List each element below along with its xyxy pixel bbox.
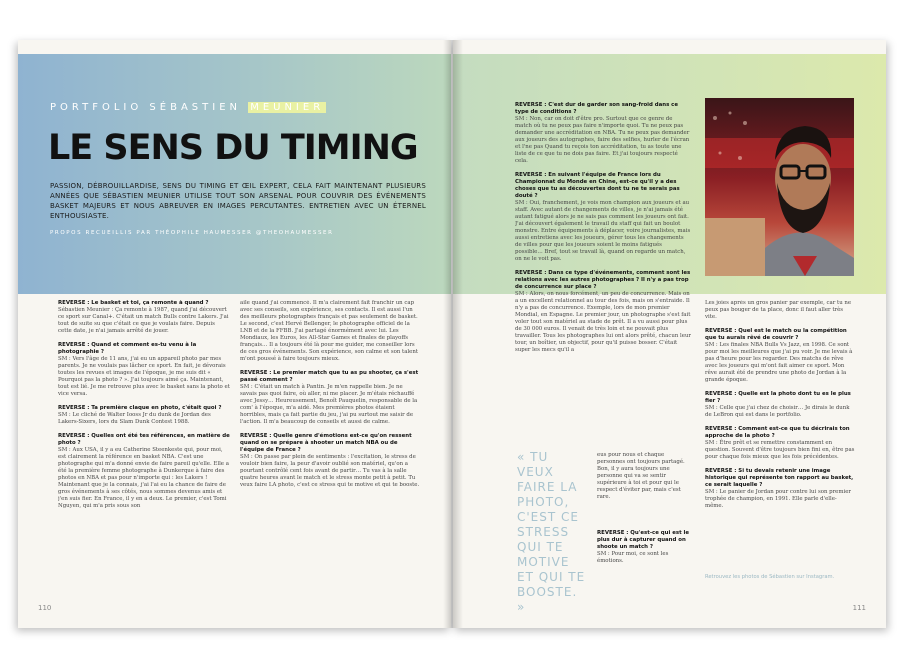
question: REVERSE : Quelle est la photo dont tu es le plus fier ? xyxy=(705,391,851,404)
kicker-highlight: MEUNIER xyxy=(250,102,325,113)
answer: aile quand j'ai commencé. Il m'a clairement fait franchir un cap avec ses conseils, son expérience, ses contacts. Il est aussi l'un des meilleurs photographes français et pas seulement de basket. Le second, c'est Hervé Bellenger, le photographe officiel de la LNB et de la FFBB. J'ai partagé énormément avec lui. Les Mondiaux, les Euros, les All-Star Games et finales de playoffs français… Il a toujours été là pour me guider, me conseiller lors de ces gros événements. Son expérience, son calme et son talent m'ont poussé à faire toujours mieux. xyxy=(240,300,418,362)
question: REVERSE : Ta première claque en photo, c'était quoi ? xyxy=(58,405,222,411)
page-title: LE SENS DU TIMING xyxy=(48,128,418,168)
magazine-spread xyxy=(18,40,886,630)
answer: SM : Non, car on doit d'être pro. Surtout que ce genre de match où tu ne peux pas faire n'importe quoi. Tu ne peux pas demander une accréditation en NBA. Tu ne peux pas demander aux joueurs des autographes, faire des selfies, hurler de l'écran et l'ne pas Quand tu reçois ton accréditation, tu as toute une liste de ce que tu ne dois pas faire. Et j'ai toujours respecté cela. xyxy=(515,116,690,164)
answer: SM : Être prêt et se remettre constamment en question. Souvent d'être toujours bien fini en, être pas pour chaque fois mieux que les fois précédentes. xyxy=(705,440,855,460)
left-page xyxy=(18,40,451,628)
question: REVERSE : Quel est le match ou la compétition que tu aurais rêvé de couvrir ? xyxy=(705,328,847,341)
qa-paragraph xyxy=(515,270,691,354)
answer: SM : C'était un match à Pantin. Je m'en rappelle bien. Je ne savais pas quoi faire, où aller, ni me placer. Je m'étais réchauffé avec Jessy… Heureusement, Benoît Pauquelin, responsable de la com' à l'époque, m'a aidé. Mes premières photos étaient horribles, mais ça fait partie du jeu, j'ai pu surtout me saisir de l'action. Il m'a beaucoup de conseils et aussi de calme. xyxy=(240,384,418,425)
qa-paragraph xyxy=(705,468,855,510)
question: REVERSE : Quelle genre d'émotions est-ce qu'on ressent quand on se prépare à shooter un match NBA ou de l'équipe de France ? xyxy=(240,433,412,453)
question: REVERSE : En suivant l'équipe de France lors du Championnat du Monde en Chine, est-ce qu'il y a des choses que tu as découvertes dont tu ne te serais pas douté ? xyxy=(515,172,680,199)
answer: SM : Vers l'âge de 11 ans, j'ai eu un appareil photo par mes parents. Je ne voulais pas lâcher ce sport. En fait, je dévorais toutes les revues et images de l'époque, je me suis dit « Pourquoi pas la photo ? ». J'ai toujours aimé ça. Maintenant, tout est lié. Je me retrouve plus avec le basket sans la photo et vice versa. xyxy=(58,356,230,397)
qa-paragraph xyxy=(240,300,420,363)
qa-paragraph xyxy=(705,426,855,461)
question: REVERSE : Quand et comment es-tu venu à la photographie ? xyxy=(58,342,197,355)
column-right-1b xyxy=(597,530,691,612)
column-left-1 xyxy=(58,300,230,618)
answer: SM : Oui, franchement, je vois mon champion aux joueurs et au staff. Avec autant de changements de villes, je n'ai jamais été autant fatigué alors je ne sais pas comment les joueurs ont fait. J'ai découvert également le travail du staff qui fait un boulot monstre. Entre équipements à déplacer, voire journalistes, mais aussi entretiens avec les joueurs, gérer tous les changements de villes pour que les joueurs soient le moins fatigués possible… Bref, tout se travail là, quand on regarde un match, on ne le voit pas. xyxy=(515,200,691,262)
question: REVERSE : Si tu devais retenir une image historique qui représente ton rapport au basket, ce serait laquelle ? xyxy=(705,468,854,488)
qa-paragraph xyxy=(705,328,855,384)
answer: SM : On passe par plein de sentiments : l'excitation, le stress de vouloir bien faire, la peur d'avoir oublié son matériel, qu'on a pourtant contrôlé cent fois avant de partir… Tu vas à la salle quatre heures avant le match et le stress monte petit à petit. Tu veux faire LA photo, c'est ce stress qui te motive et qui te booste. xyxy=(240,454,420,488)
column-left-2 xyxy=(240,300,420,618)
kicker-prefix: PORTFOLIO SÉBASTIEN xyxy=(50,102,249,113)
qa-paragraph xyxy=(58,405,230,426)
answer: SM : Le cliché de Walter Iooss Jr du dunk de Jordan des Lakers-Sixers, lors du Slam Dunk Contest 1988. xyxy=(58,412,211,425)
qa-paragraph xyxy=(705,391,855,419)
qa-paragraph xyxy=(58,433,230,510)
page-number-right: 111 xyxy=(852,604,866,612)
page-number-left: 110 xyxy=(38,604,52,612)
question: REVERSE : Qu'est-ce qui est le plus dur à capturer quand on shoote un match ? xyxy=(597,530,690,550)
column-right-2 xyxy=(705,300,855,572)
qa-paragraph xyxy=(58,342,230,398)
qa-paragraph xyxy=(515,102,691,165)
qa-paragraph xyxy=(58,300,230,335)
instagram-note: Retrouvez les photos de Sébastien sur Instagram. xyxy=(705,574,835,580)
byline: PROPOS RECUEILLIS PAR THÉOPHILE HAUMESSER @THEOHAUMESSER xyxy=(50,230,334,236)
answer: SM : Le panier de Jordan pour contre lui son premier trophée de champion, en 1991. Elle parle d'elle-même. xyxy=(705,489,851,509)
question: REVERSE : Le basket et toi, ça remonte à quand ? xyxy=(58,300,209,306)
qa-paragraph xyxy=(240,370,420,426)
right-page xyxy=(453,40,886,628)
lede: PASSION, DÉBROUILLARDISE, SENS DU TIMING ET ŒIL EXPERT, CELA FAIT MAINTENANT PLUSIEURS ANNÉES QUE SÉBASTIEN MEUNIER UTILISE TOUT SON ARSENAL POUR COUVRIR DES ÉVÉNEMENTS BASKET MAJEURS ET NOUS ABREUVER EN IMAGES PERCUTANTES. ENTRETIEN AVEC UN ÉTERNEL ENTHOUSIASTE. xyxy=(50,182,426,220)
answer: SM : Les finales NBA Bulls Vs Jazz, en 1998. Ce sont pour moi les meilleures que j'ai pu voir. Je me levais à pas d'heure pour les regarder. Des matchs de rêve avec les joueurs qui m'ont fait aimer ce sport. Mon rêve aurait été de prendre une photo de Jordan à la grande époque. xyxy=(705,342,853,383)
kicker xyxy=(50,102,326,113)
question: REVERSE : C'est dur de garder son sang-froid dans ce type de conditions ? xyxy=(515,102,679,115)
qa-paragraph xyxy=(597,530,691,565)
column-right-1a xyxy=(597,452,691,526)
header-band xyxy=(18,54,451,294)
qa-paragraph xyxy=(705,300,855,321)
answer: SM : Celle que j'ai chez de choisir… Je dirais le dunk de LeBron qui est dans le portfolio. xyxy=(705,405,850,418)
answer: SM : Alors, on nous forcément, un peu de concurrence. Mais on a un excellent relationnel au tour des fois, mais on s'entraide. Il n'y a pas de concurrence. Exemple, lors de mon premier Mondial, en Espagne. Le premier jour, un photographe s'est fait voler tout son matériel au stade de prêt. Il a vu aussi pour plus de 30 000 euros. Il venait de très loin et ne pouvait plus travailler. Tous les photographes lui ont alors prêté, chacun leur tour, un boîtier, un objectif, pour qu'il puisse bosser. C'était super les mecs qu'il a xyxy=(515,291,691,353)
answer: SM : Aux USA, il y a eu Catherine Steenkeste qui, pour moi, est clairement la référence en basket NBA. C'est une photographe qui m'a donné envie de faire pareil qu'elle. Elle a été la première femme photographe à Dunkerque à faire des photos en NBA et pas pour n'importe qui : les Lakers ! Maintenant que je la connais, j'ai l'ai eu la chance de faire de gros événements à ses côtés, nous sommes devenus amis et j'en suis fier. En France, il y en a deux. Le premier, c'est Tomi Nguyen, qui m'a pris sous son xyxy=(58,447,229,509)
answer: SM : Pour moi, ce sont les émotions. xyxy=(597,551,669,564)
portrait-photo xyxy=(705,98,854,276)
column-right-1 xyxy=(515,102,691,448)
answer-text: eus pour nous et chaque personnes ont toujours partagé. Bon, il y aura toujours une personne qui va se sentir supérieure à toi et pour qui le respect d'éviter par, mais c'est rare. xyxy=(597,452,685,500)
question: REVERSE : Comment est-ce que tu décrirais ton approche de la photo ? xyxy=(705,426,850,439)
answer: Les joies après un gros panier par exemple, car tu ne peux pas bouger de ta place, donc il faut aller très vite. xyxy=(705,300,852,320)
question: REVERSE : Le premier match que tu as pu shooter, ça s'est passé comment ? xyxy=(240,370,419,383)
question: REVERSE : Quelles ont été tes références, en matière de photo ? xyxy=(58,433,230,446)
question: REVERSE : Dans ce type d'événements, comment sont les relations avec les autres photographes ? Il n'y a pas trop de concurrence sur place ? xyxy=(515,270,691,290)
qa-paragraph xyxy=(515,172,691,263)
answer: Sébastien Meunier : Ça remonte à 1987, quand j'ai découvert ce sport sur Canal+. C'était un match Bulls contre Lakers. J'ai tout de suite su que c'était ce que je voulais faire. Depuis cette date, je n'ai jamais arrêté de jouer. xyxy=(58,307,229,334)
pull-quote: « TU VEUX FAIRE LA PHOTO, C'EST CE STRESS QUI TE MOTIVE ET QUI TE BOOSTE. » xyxy=(517,450,586,614)
qa-paragraph xyxy=(240,433,420,489)
spine-shadow xyxy=(443,40,463,628)
